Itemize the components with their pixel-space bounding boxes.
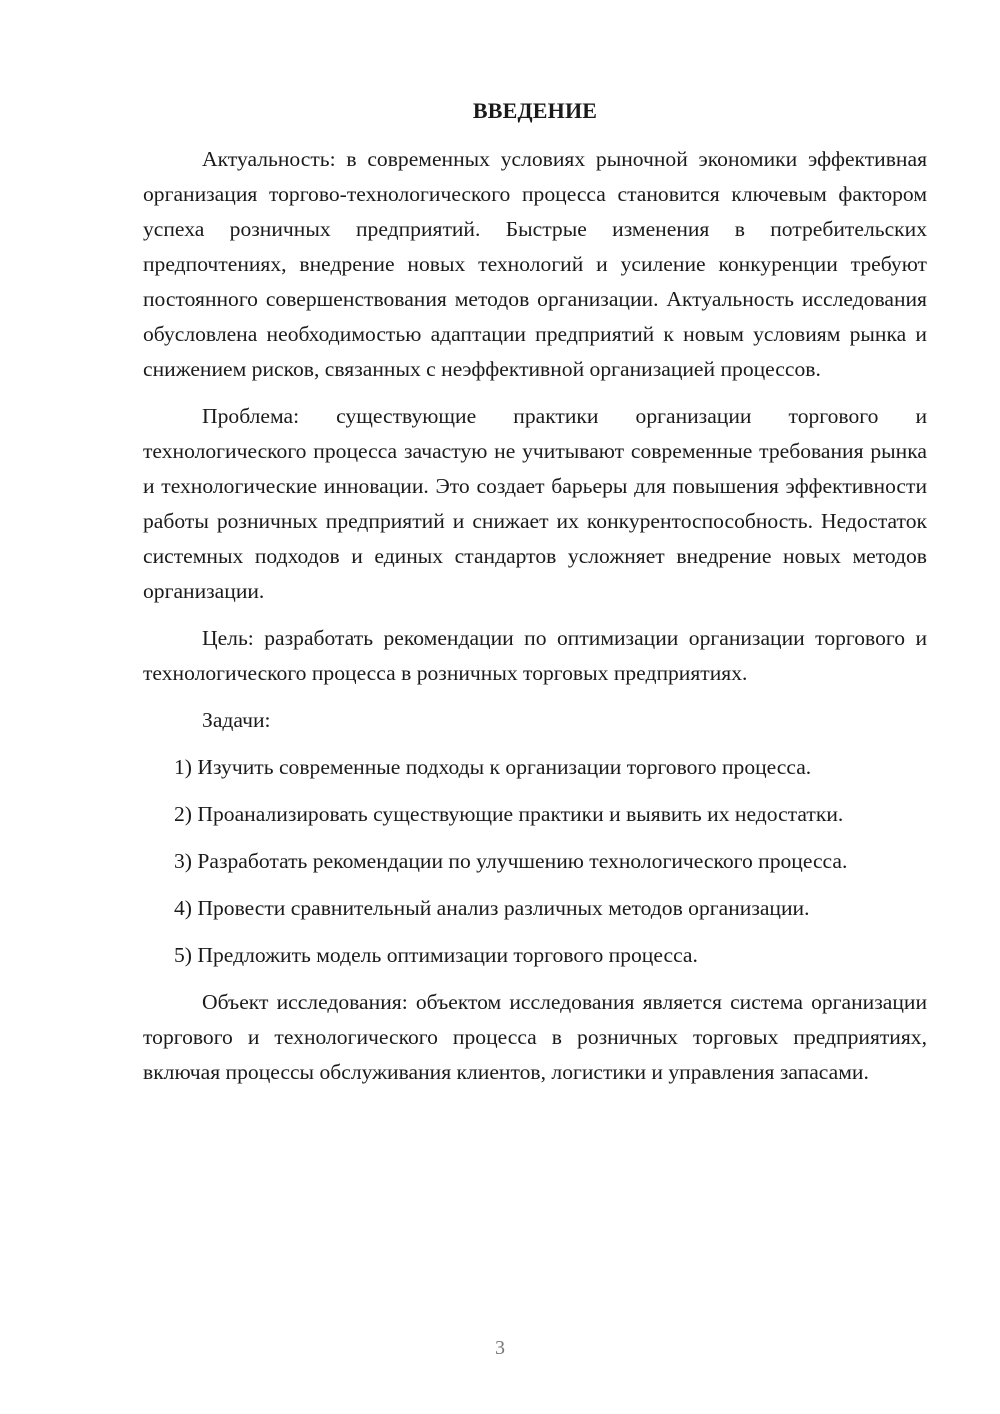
task-item-1: 1) Изучить современные подходы к организации торгового процесса.: [174, 755, 812, 779]
tasks-heading: Задачи:: [202, 708, 271, 732]
task-item-5: 5) Предложить модель оптимизации торгового процесса.: [174, 943, 698, 967]
relevance-paragraph: Актуальность: в современных условиях рыночной экономики эффективная организация торгово-технологического процесса становится ключевым фактором успеха розничных предприятий. Быстрые изменения в потребительских предпочтениях, внедрение новых технологий и усиление конкуренции требуют постоянного совершенствования методов организации. Актуальность исследования обусловлена необходимостью адаптации предприятий к новым условиям рынка и снижением рисков, связанных с неэффективной организацией процессов.: [143, 147, 927, 381]
task-item-4: 4) Провести сравнительный анализ различных методов организации.: [174, 896, 810, 920]
page-number: 3: [495, 1337, 505, 1359]
task-item-2: 2) Проанализировать существующие практики и выявить их недостатки.: [174, 802, 844, 826]
goal-paragraph: Цель: разработать рекомендации по оптимизации организации торгового и технологического процесса в розничных торговых предприятиях.: [143, 626, 927, 685]
object-paragraph: Объект исследования: объектом исследования является система организации торгового и технологического процесса в розничных торговых предприятиях, включая процессы обслуживания клиентов, логистики и управления запасами.: [143, 990, 927, 1084]
task-item-3: 3) Разработать рекомендации по улучшению технологического процесса.: [174, 849, 848, 873]
page-title: ВВЕДЕНИЕ: [472, 98, 598, 123]
problem-paragraph: Проблема: существующие практики организации торгового и технологического процесса зачастую не учитывают современные требования рынка и технологические инновации. Это создает барьеры для повышения эффективности работы розничных предприятий и снижает их конкурентоспособность. Недостаток системных подходов и единых стандартов усложняет внедрение новых методов организации.: [143, 404, 927, 603]
page-content: [143, 96, 927, 1102]
